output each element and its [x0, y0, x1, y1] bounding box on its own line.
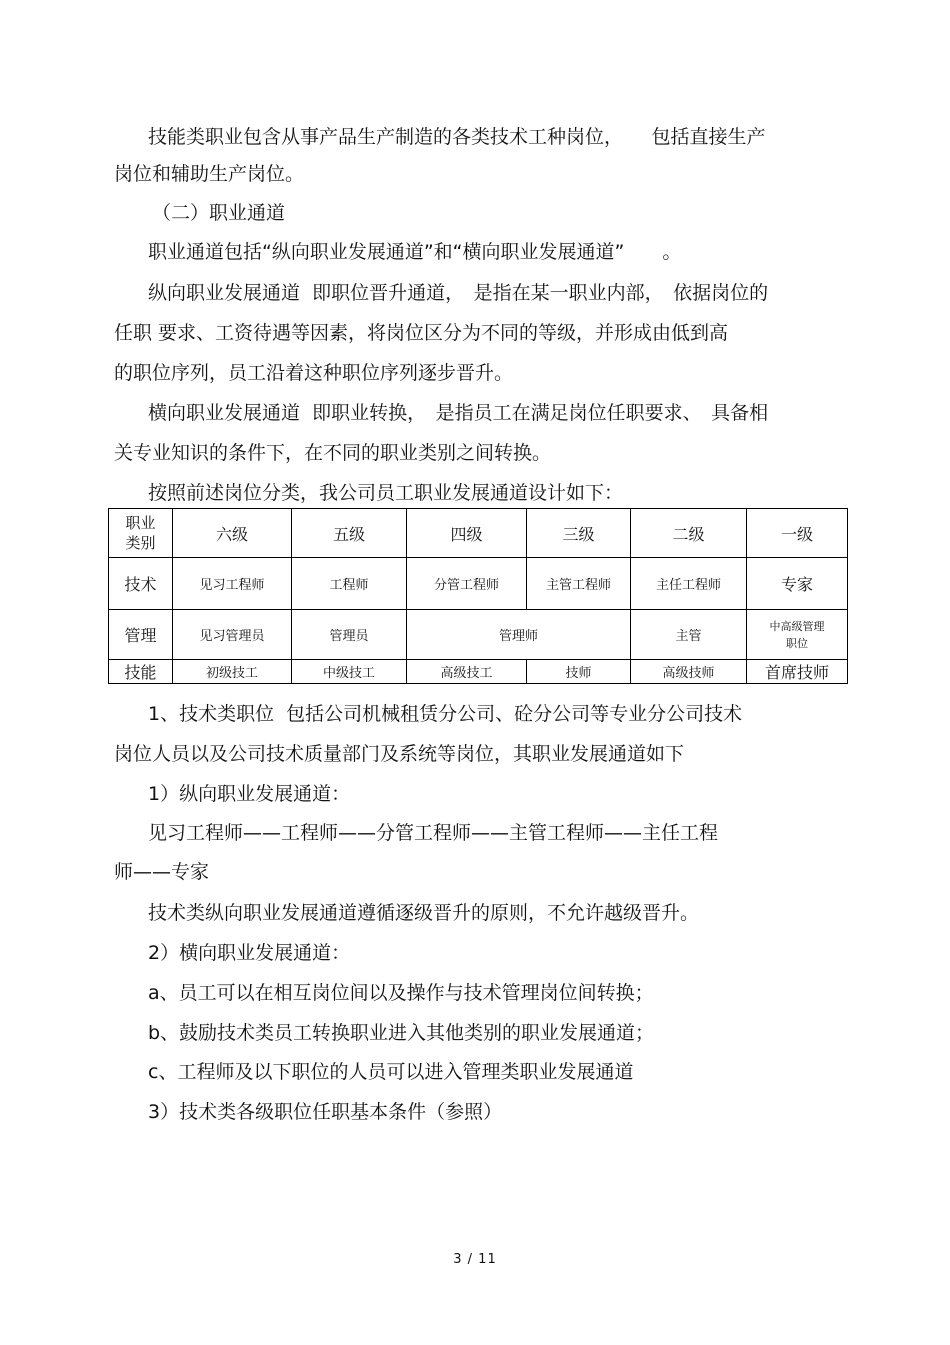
paragraph-line: 横向职业发展通道 即职业转换， 是指员工在满足岗位任职要求、 具备相: [148, 402, 769, 424]
paragraph-line: 职业通道包括“纵向职业发展通道”和“横向职业发展通道” 。: [148, 241, 682, 263]
cell-line: 中高级管理: [769, 619, 825, 633]
paragraph-line: 的职位序列，员工沿着这种职位序列逐步晋升。: [114, 362, 514, 384]
career-channel-table: [108, 508, 848, 684]
table-cell: 技师: [527, 660, 631, 684]
table-cell: 专家: [747, 558, 848, 610]
table-cell: 主管: [631, 610, 747, 660]
level-header: 二级: [631, 509, 747, 558]
table-cell: 分管工程师: [407, 558, 527, 610]
paragraph-line: 岗位和辅助生产岗位。: [114, 163, 305, 185]
paragraph-line: 师——专家: [114, 861, 210, 883]
list-item: c、工程师及以下职位的人员可以进入管理类职业发展通道: [148, 1061, 634, 1083]
table-cell: 见习管理员: [173, 610, 292, 660]
table-cell: [747, 610, 848, 660]
paragraph-line: 1、技术类职位 包括公司机械租赁分公司、砼分公司等专业分公司技术: [148, 703, 743, 725]
row-label-tech: 技术: [109, 558, 173, 610]
table-row: [109, 610, 848, 660]
list-heading: 2）横向职业发展通道：: [148, 942, 351, 964]
corner-line: 职业: [125, 514, 156, 532]
table-cell: 主任工程师: [631, 558, 747, 610]
paragraph-line: 岗位人员以及公司技术质量部门及系统等岗位，其职业发展通道如下: [114, 743, 685, 765]
list-heading: 3）技术类各级职位任职基本条件（参照）: [148, 1101, 503, 1123]
table-cell: 工程师: [292, 558, 407, 610]
table-row: [109, 558, 848, 610]
section-heading: （二）职业通道: [152, 202, 286, 224]
page-number: 3 / 11: [453, 1252, 497, 1267]
table-cell: 管理师: [407, 610, 631, 660]
table-cell: 首席技师: [747, 660, 848, 684]
cell-line: 职位: [786, 636, 808, 650]
paragraph-line: 关专业知识的条件下，在不同的职业类别之间转换。: [114, 442, 552, 464]
paragraph-line: 技术类纵向职业发展通道遵循逐级晋升的原则，不允许越级晋升。: [148, 902, 700, 924]
table-cell: 高级技工: [407, 660, 527, 684]
level-header: 三级: [527, 509, 631, 558]
row-label-mgmt: 管理: [109, 610, 173, 660]
table-cell: 管理员: [292, 610, 407, 660]
paragraph-line: 见习工程师——工程师——分管工程师——主管工程师——主任工程: [148, 822, 719, 844]
paragraph-line: 按照前述岗位分类，我公司员工职业发展通道设计如下：: [148, 482, 624, 504]
table-cell: 中级技工: [292, 660, 407, 684]
list-item: b、鼓励技术类员工转换职业进入其他类别的职业发展通道；: [148, 1022, 655, 1044]
table-cell: 初级技工: [173, 660, 292, 684]
corner-line: 类别: [125, 534, 156, 552]
table-cell: 见习工程师: [173, 558, 292, 610]
level-header: 六级: [173, 509, 292, 558]
list-heading: 1）纵向职业发展通道：: [148, 783, 351, 805]
table-cell: 主管工程师: [527, 558, 631, 610]
paragraph-line: 技能类职业包含从事产品生产制造的各类技术工种岗位， 包括直接生产: [148, 126, 766, 148]
paragraph-line: 任职 要求、工资待遇等因素，将岗位区分为不同的等级，并形成由低到高: [114, 322, 729, 344]
level-header: 五级: [292, 509, 407, 558]
table-row: [109, 660, 848, 684]
row-label-skill: 技能: [109, 660, 173, 684]
table-cell: 高级技师: [631, 660, 747, 684]
level-header: 四级: [407, 509, 527, 558]
table-corner-cell: [109, 509, 173, 558]
level-header: 一级: [747, 509, 848, 558]
paragraph-line: 纵向职业发展通道 即职位晋升通道， 是指在某一职业内部， 依据岗位的: [148, 282, 769, 304]
list-item: a、员工可以在相互岗位间以及操作与技术管理岗位间转换；: [148, 982, 654, 1004]
table-header-row: [109, 509, 848, 558]
